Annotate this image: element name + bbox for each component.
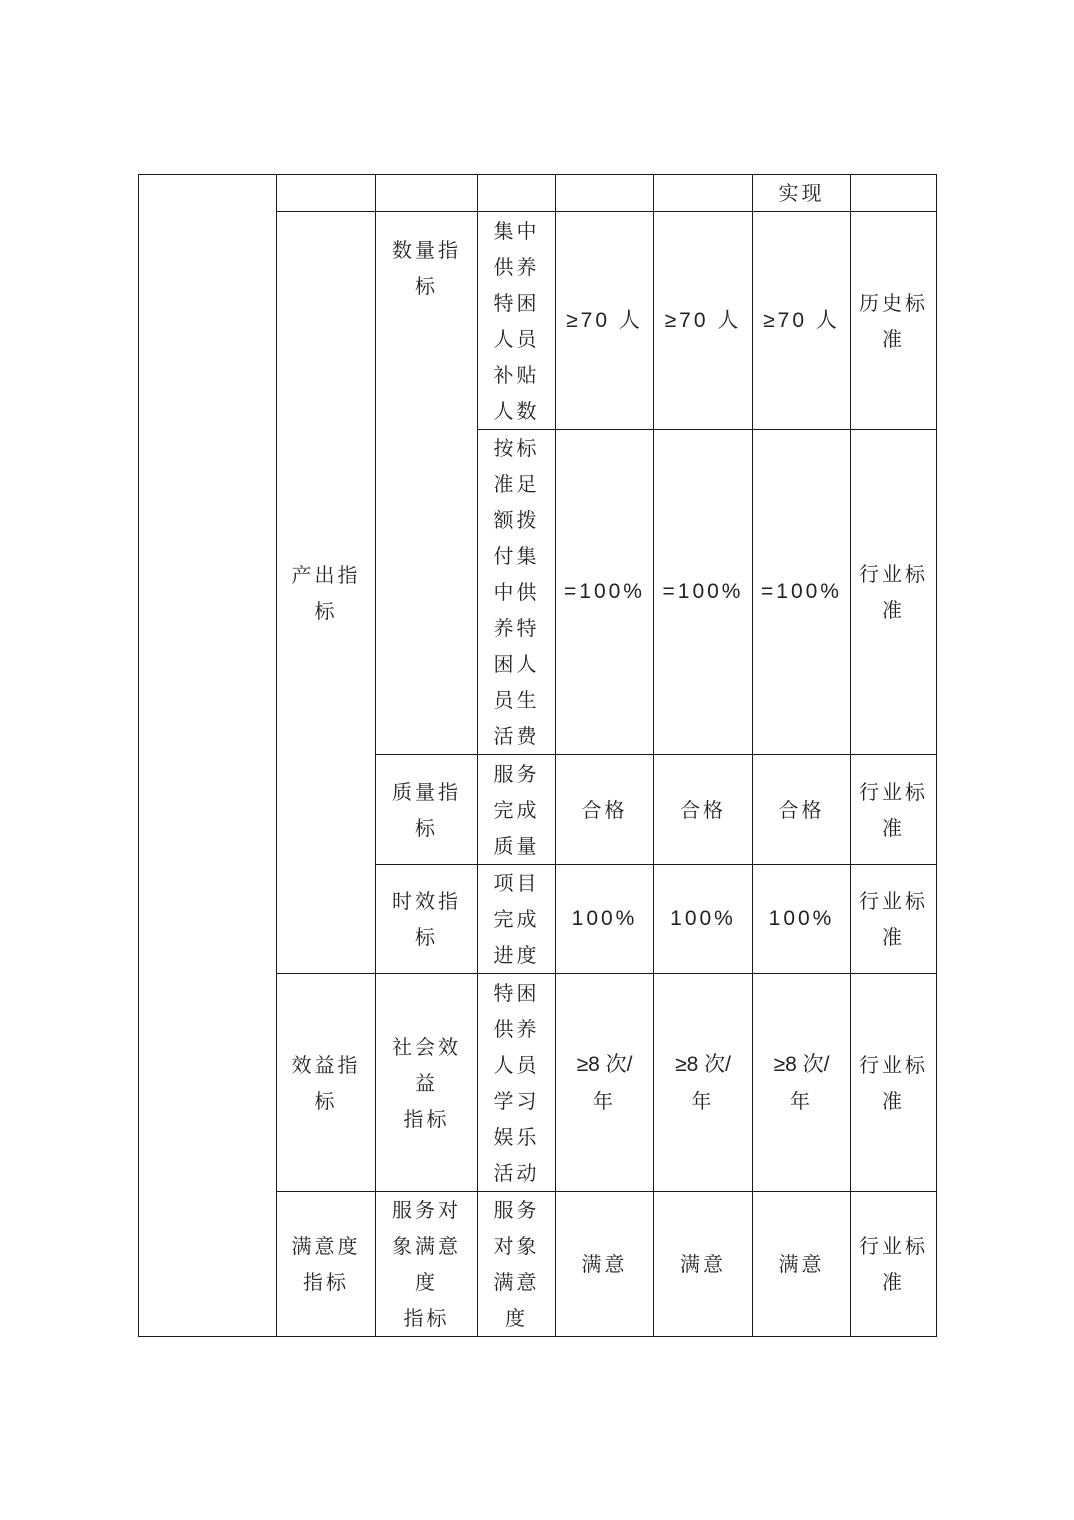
value-cell bbox=[654, 974, 753, 1192]
table-cell bbox=[376, 175, 478, 212]
table-cell bbox=[851, 175, 937, 212]
value-cell: 100% bbox=[753, 865, 851, 974]
cell-text: ≥8 次/ bbox=[675, 1052, 731, 1076]
cell-text: 付集 bbox=[493, 544, 540, 568]
cell-text: 行业标 bbox=[859, 1052, 928, 1077]
cell-text: 历史标 bbox=[859, 290, 928, 315]
value-cell: 合格 bbox=[556, 755, 654, 865]
cell-text: 准足 bbox=[493, 472, 540, 496]
cell-text: 员生 bbox=[493, 688, 540, 712]
value-cell: 合格 bbox=[753, 755, 851, 865]
cell-text: 中供 bbox=[493, 580, 540, 604]
cell-text: 效益指 bbox=[291, 1052, 361, 1077]
satisfaction-category-cell bbox=[277, 1192, 376, 1337]
indicator-cell bbox=[478, 430, 556, 755]
value-cell: =100% bbox=[556, 430, 654, 755]
value-cell bbox=[556, 974, 654, 1192]
cell-text: 年 bbox=[593, 1088, 616, 1113]
cell-text: ≥8 次/ bbox=[773, 1052, 830, 1076]
cell-text: 人数 bbox=[493, 398, 540, 423]
cell-text: 学习 bbox=[493, 1088, 540, 1113]
cell-text: 准 bbox=[882, 925, 905, 949]
cell-text: 指标 bbox=[403, 1306, 450, 1330]
basis-cell bbox=[851, 212, 937, 430]
cell-text: 准 bbox=[882, 1270, 905, 1294]
cell-text: 集中 bbox=[493, 218, 540, 243]
cell-text: 数量指 bbox=[392, 238, 461, 262]
basis-cell bbox=[851, 974, 937, 1192]
cell-text: 实现 bbox=[778, 181, 825, 205]
cell-text: 行业标 bbox=[859, 889, 928, 913]
cell-text: 象满意 bbox=[392, 1234, 461, 1258]
indicator-cell bbox=[478, 865, 556, 974]
cell-text: 满意 bbox=[493, 1270, 540, 1294]
cell-text: 度 bbox=[415, 1270, 438, 1294]
cell-text: 活动 bbox=[493, 1160, 540, 1185]
cell-text: 对象 bbox=[493, 1234, 540, 1258]
cell-text: 人员 bbox=[493, 326, 540, 351]
cell-text: 行业标 bbox=[859, 779, 928, 804]
cell-text: 养特 bbox=[493, 616, 540, 640]
cell-text: 指标 bbox=[403, 1106, 450, 1131]
table-cell bbox=[753, 175, 851, 212]
value-cell: ≥70 人 bbox=[753, 212, 851, 430]
cell-text: 行业标 bbox=[859, 1234, 928, 1258]
cell-text: 供养 bbox=[493, 254, 540, 279]
cell-text: 按标 bbox=[493, 436, 540, 460]
table-cell bbox=[277, 175, 376, 212]
quantity-label-cell bbox=[376, 212, 478, 755]
cell-text: ≥8 次/ bbox=[576, 1052, 633, 1076]
benefit-category-cell bbox=[277, 974, 376, 1192]
cell-text: 额拨 bbox=[493, 508, 540, 532]
cell-text: 准 bbox=[882, 1088, 905, 1113]
cell-text: 标 bbox=[415, 925, 438, 949]
cell-text: 度 bbox=[505, 1306, 528, 1330]
cell-text: 项目 bbox=[493, 871, 540, 895]
basis-cell bbox=[851, 430, 937, 755]
quality-label-cell bbox=[376, 755, 478, 865]
cell-text: 准 bbox=[882, 598, 905, 622]
cell-text: 服务 bbox=[493, 761, 540, 786]
cell-text: 标 bbox=[314, 598, 338, 623]
social-benefit-label-cell bbox=[376, 974, 478, 1192]
indicator-cell bbox=[478, 212, 556, 430]
cell-text: 完成 bbox=[493, 797, 540, 822]
value-cell: ≥70 人 bbox=[654, 212, 753, 430]
cell-text: 标 bbox=[314, 1088, 338, 1113]
basis-cell bbox=[851, 865, 937, 974]
timeliness-label-cell bbox=[376, 865, 478, 974]
cell-text: 年 bbox=[790, 1088, 813, 1113]
value-cell bbox=[753, 974, 851, 1192]
first-column-cell bbox=[139, 175, 277, 1337]
cell-text: 娱乐 bbox=[493, 1124, 540, 1149]
cell-text: 产出指 bbox=[291, 562, 361, 587]
value-cell: 100% bbox=[654, 865, 753, 974]
cell-text: 困人 bbox=[493, 652, 540, 676]
cell-text: 时效指 bbox=[392, 889, 461, 913]
indicator-cell bbox=[478, 1192, 556, 1337]
cell-text: 满意度 bbox=[291, 1234, 361, 1258]
cell-text: 补贴 bbox=[493, 362, 540, 387]
cell-text: 质量指 bbox=[392, 779, 461, 804]
table-cell bbox=[478, 175, 556, 212]
cell-text: 准 bbox=[882, 815, 905, 840]
table-cell bbox=[556, 175, 654, 212]
value-cell: ≥70 人 bbox=[556, 212, 654, 430]
cell-text: 指标 bbox=[303, 1270, 349, 1294]
cell-text: 完成 bbox=[493, 907, 540, 931]
cell-text: 益 bbox=[415, 1070, 438, 1095]
value-cell: 满意 bbox=[556, 1192, 654, 1337]
basis-cell bbox=[851, 1192, 937, 1337]
cell-text: 特困 bbox=[493, 290, 540, 315]
indicator-cell bbox=[478, 755, 556, 865]
indicator-cell bbox=[478, 974, 556, 1192]
cell-text: 行业标 bbox=[859, 562, 928, 586]
cell-text: 服务 bbox=[493, 1198, 540, 1222]
performance-indicator-table bbox=[138, 174, 937, 1337]
cell-text: 标 bbox=[415, 274, 438, 298]
cell-text: 服务对 bbox=[392, 1198, 461, 1222]
cell-text: 人员 bbox=[493, 1052, 540, 1077]
cell-text: 活费 bbox=[493, 724, 540, 748]
value-cell: 满意 bbox=[654, 1192, 753, 1337]
cell-text: 年 bbox=[691, 1088, 715, 1113]
value-cell: 满意 bbox=[753, 1192, 851, 1337]
cell-text: 质量 bbox=[493, 833, 540, 858]
satisfaction-label-cell bbox=[376, 1192, 478, 1337]
value-cell: 100% bbox=[556, 865, 654, 974]
cell-text: 标 bbox=[415, 815, 438, 840]
cell-text: 准 bbox=[882, 326, 905, 351]
cell-text: 进度 bbox=[493, 943, 540, 967]
output-category-cell bbox=[277, 212, 376, 974]
table-cell bbox=[654, 175, 753, 212]
cell-text: 社会效 bbox=[392, 1034, 461, 1059]
value-cell: =100% bbox=[654, 430, 753, 755]
value-cell: =100% bbox=[753, 430, 851, 755]
value-cell: 合格 bbox=[654, 755, 753, 865]
table-row bbox=[139, 175, 937, 212]
basis-cell bbox=[851, 755, 937, 865]
cell-text: 特困 bbox=[493, 980, 540, 1005]
cell-text: 供养 bbox=[493, 1016, 540, 1041]
